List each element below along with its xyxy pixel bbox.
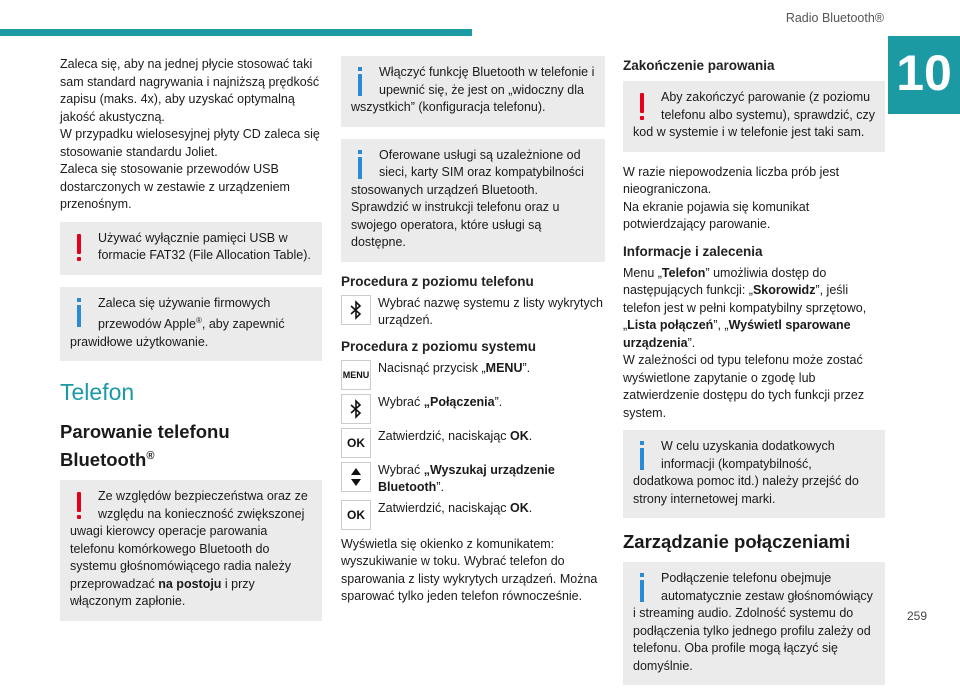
step-text: Wybrać „Połączenia”. (378, 394, 503, 409)
warning-note (60, 222, 322, 275)
section-title: Radio Bluetooth® (785, 11, 884, 25)
info-icon (351, 147, 369, 181)
note-text: W celu uzyskania dodatkowych informacji (kompatybilność, dodatkowa pomoc itd.) należy przejść do strony internetowej marki. (633, 439, 859, 506)
note-text: , aby zapewnić prawidłowe użytkowanie. (70, 317, 285, 349)
page-number: 259 (907, 609, 928, 623)
info-icon (70, 295, 88, 329)
note-text: i przy włączonym zapłonie. (70, 576, 255, 609)
note-text: Ze względów bezpieczeństwa oraz ze względu na konieczność zwiększonej uwagi kierowcy operacje parowania telefonu komórkowego Bluetooth do systemu głośnomówiącego radia należy przeprowadzać (70, 489, 308, 591)
note-bold: na postoju (158, 576, 222, 591)
warning-note (623, 81, 885, 152)
step-menu (341, 360, 605, 390)
warning-icon (633, 89, 651, 123)
note-text: Używać wyłącznie pamięci USB w formacie FAT32 (File Allocation Table). (98, 230, 311, 262)
note-text: Oferowane usługi są uzależnione od sieci, karty SIM oraz kompatybilności stosowanych urządzeń Bluetooth. Sprawdzić w instrukcji telefonu oraz u swojego operatora, które usługi są dostępne. (351, 147, 584, 249)
section-heading-telefon: Telefon (60, 379, 135, 406)
bluetooth-icon (341, 295, 371, 325)
info-note (341, 139, 605, 262)
column-middle (341, 56, 605, 612)
warning-icon (70, 488, 88, 522)
column-left (60, 56, 322, 633)
step-connections (341, 394, 605, 424)
paragraph (60, 56, 322, 214)
ok-button-icon: OK (341, 500, 371, 530)
step-confirm (341, 428, 605, 458)
step-text: Wybrać „Wyszukaj urządzenie Bluetooth”. (378, 462, 555, 494)
heading-procedure-phone: Procedura z poziomu telefonu (341, 273, 534, 289)
note-text: Aby zakończyć parowanie (z poziomu telefonu albo systemu), sprawdzić, czy kod w systemie i w telefonie jest taki sam. (633, 90, 875, 139)
warning-note (60, 480, 322, 621)
info-icon (633, 438, 651, 472)
registered-mark: ® (195, 316, 202, 325)
info-note (341, 56, 605, 127)
note-text: Włączyć funkcję Bluetooth w telefonie i upewnić się, że jest on „widoczny dla wszystkich” (konfiguracja telefonu). (351, 65, 595, 114)
step-text: Zatwierdzić, naciskając OK. (378, 500, 533, 515)
info-note (623, 430, 885, 518)
heading-parowanie (60, 420, 322, 472)
paragraph: Wyświetla się okienko z komunikatem: wyszukiwanie w toku. Wybrać telefon do sparowania z listy wykrytych urządzeń. Można sparować tylko jeden telefon równocześnie. (341, 536, 598, 603)
paragraph (623, 164, 885, 234)
registered-mark: ® (146, 450, 155, 463)
step-text: Zatwierdzić, naciskając OK. (378, 428, 533, 443)
paragraph: Menu „Telefon” umożliwia dostęp do następujących funkcji: „Skorowidz”, jeśli telefon jest w pełni kompatybilny sprzętowo, „Lista połączeń”, „Wyświetl sparowane urządzenia”. W zależności od typu telefonu może zostać wyświetlone zapytanie o zgodę lub zatwierdzenie dostępu do tych funkcji przez system. (623, 265, 867, 420)
heading-pairing-end: Zakończenie parowania (623, 58, 775, 73)
step-text: Wybrać nazwę systemu z listy wykrytych urządzeń. (378, 295, 603, 327)
text: W razie niepowodzenia liczba prób jest nieograniczona. (623, 164, 840, 196)
info-note (623, 562, 885, 685)
up-down-arrows-icon (341, 462, 371, 492)
warning-icon (70, 230, 88, 264)
heading-call-management: Zarządzanie połączeniami (623, 531, 851, 552)
info-icon (633, 570, 651, 604)
text: W zależności od typu telefonu może zostać wyświetlone zapytanie o zgodę lub zatwierdzenie dostępu do tych funkcji przez system. (623, 353, 865, 420)
heading-info: Informacje i zalecenia (623, 243, 763, 259)
column-right (623, 56, 885, 697)
text: W przypadku wielosesyjnej płyty CD zaleca się stosowanie standardu Joliet. (60, 127, 320, 159)
text: Zaleca się stosowanie przewodów USB dostarczonych w zestawie z urządzeniem przenośnym. (60, 162, 290, 211)
bluetooth-icon (341, 394, 371, 424)
note-text: Zaleca się używanie firmowych przewodów Apple (98, 295, 271, 332)
heading-procedure-system: Procedura z poziomu systemu (341, 338, 537, 354)
chapter-number: 10 (888, 36, 960, 114)
step-text: Nacisnąć przycisk „MENU”. (378, 360, 531, 375)
ok-button-icon: OK (341, 428, 371, 458)
info-note (60, 287, 322, 362)
step-phone (341, 295, 605, 329)
text: Na ekranie pojawia się komunikat potwierdzający parowanie. (623, 199, 810, 231)
info-icon (351, 64, 369, 98)
note-text: Podłączenie telefonu obejmuje automatycznie zestaw głośnomówiący i streaming audio. Zdolność systemu do podłączenia tylko jednego profilu zależy od telefonu. Oba profile mogą łączyć się domyślnie. (633, 571, 873, 673)
header-bar (0, 29, 472, 36)
step-search (341, 462, 605, 496)
text: Zaleca się, aby na jednej płycie stosować taki sam standard nagrywania i najniższą prędkość zapisu (maks. 4x), aby uzyskać optymalną jakość akustyczną. (60, 57, 320, 124)
heading-text: Parowanie telefonu Bluetooth (60, 421, 230, 471)
step-confirm-2 (341, 500, 605, 530)
menu-button-icon: MENU (341, 360, 371, 390)
